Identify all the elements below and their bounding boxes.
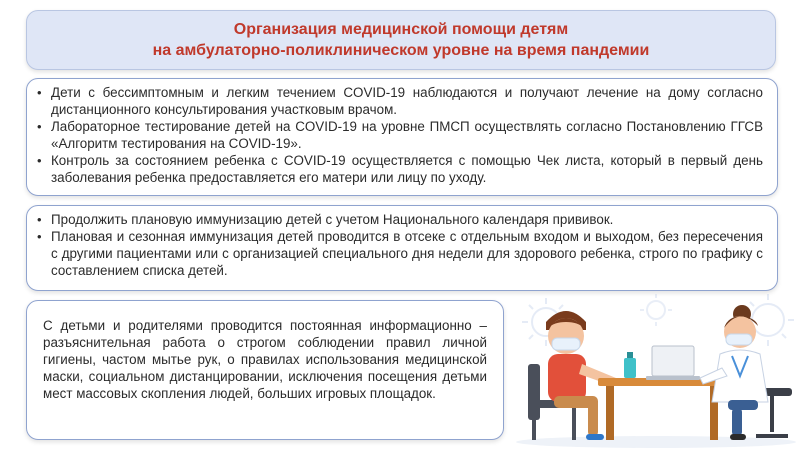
list-item: • Дети с бессимптомным и легким течением COVID-19 наблюдаются и получают лечение на дому согласно дистанционного консультирования участковым врачом. bbox=[37, 84, 763, 118]
bullet-list-2 bbox=[37, 211, 763, 279]
list-item: • Плановая и сезонная иммунизация детей проводится в отсеке с отдельным входом и выходом, без пересечения с другими пациентами или с организацией специального дня недели для здорового ребенка, строго по графику с составлением списка детей. bbox=[37, 228, 763, 279]
laptop-icon bbox=[646, 346, 700, 380]
title-line-2: на амбулаторно-поликлиническом уровне на время пандемии bbox=[152, 42, 650, 59]
list-item: • Лабораторное тестирование детей на COVID-19 на уровне ПМСП осуществлять согласно Постановлению ГГСВ «Алгоритм тестирования на COVID-19». bbox=[37, 118, 763, 152]
section-information-work bbox=[26, 300, 504, 440]
virus-icon bbox=[640, 294, 672, 326]
title-banner bbox=[26, 10, 776, 70]
sanitizer-icon bbox=[624, 352, 636, 378]
section-immunization bbox=[26, 205, 778, 291]
bullet-list-1 bbox=[37, 84, 763, 186]
title-line-1: Организация медицинской помощи детям bbox=[233, 21, 569, 38]
doctor-child-illustration bbox=[506, 292, 800, 450]
table-icon bbox=[598, 378, 726, 440]
list-item: • Продолжить плановую иммунизацию детей с учетом Национального календаря прививок. bbox=[37, 211, 763, 228]
list-item: • Контроль за состоянием ребенка с COVID-19 осуществляется с помощью Чек листа, который в первый день заболевания ребенка предоставляется его матери или лицу по уходу. bbox=[37, 152, 763, 186]
info-paragraph: С детьми и родителями проводится постоянная информационно – разъяснительная работа о строгом соблюдении правил личной гигиены, частом мытье рук, о правилах использования медицинской маски, социальном дистанцировании, исключения посещения детьми мест массовых скопления людей, больших игровых площадок. bbox=[43, 318, 487, 401]
child-figure bbox=[546, 311, 616, 440]
section-home-treatment bbox=[26, 78, 778, 196]
